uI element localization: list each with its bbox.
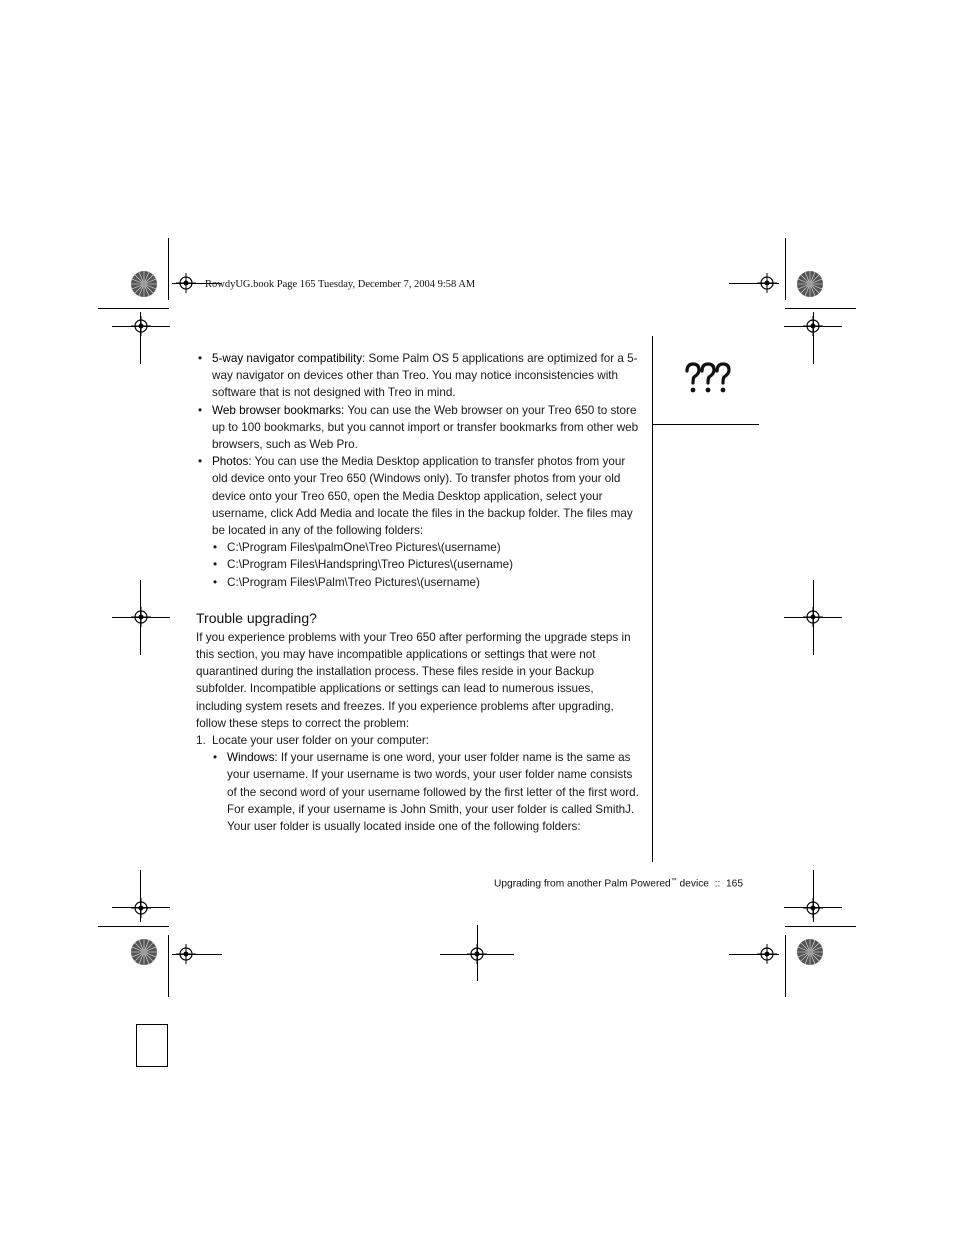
bullet-lead: Photos:: [212, 455, 252, 469]
crop-mark-horizontal: [98, 926, 169, 927]
footer-separator: ::: [714, 878, 721, 890]
question-marks-icon: [684, 362, 732, 396]
folder-path-item: • C:\Program Files\Handspring\Treo Pictures\(username): [196, 556, 640, 573]
crop-mark-horizontal: [98, 308, 169, 309]
bullet-text: Some Palm OS 5 applications are optimized for a 5-way navigator on devices other than Treo. You may notice inconsistencies with software that is not designed with Treo in mind.: [212, 352, 638, 400]
page-body: [196, 350, 640, 835]
chapter-title: Upgrading from another Palm Powered: [494, 878, 671, 890]
bullet-lead: Web browser bookmarks:: [212, 403, 345, 417]
crop-mark-horizontal: [785, 308, 856, 309]
crop-mark-vertical: [168, 935, 169, 997]
starburst-registration-mark: [130, 270, 158, 298]
bullet-lead: 5-way navigator compatibility:: [212, 352, 366, 365]
bullet-text: You can use the Web browser on your Treo 650 to store up to 100 bookmarks, but you cannot import or transfer bookmarks from other web browsers, such as Web Pro.: [212, 403, 639, 452]
crosshair-registration-mark: [467, 944, 487, 964]
sidebar-divider-horizontal: [652, 424, 759, 425]
list-item: [196, 350, 640, 402]
crop-mark-vertical: [785, 935, 786, 997]
crop-mark-horizontal: [785, 926, 856, 927]
list-item: [196, 749, 640, 835]
starburst-registration-mark: [796, 938, 824, 966]
bullet-text: If your username is one word, your user folder name is the same as your username. If your username is two words, your user folder name consists of the second word of your username followed by the first letter of the first word. For example, if your username is John Smith, your user folder is called SmithJ. Your user folder is usually located inside one of the following folders:: [227, 751, 639, 834]
crosshair-registration-mark: [131, 316, 151, 336]
step-text: Locate your user folder on your computer:: [212, 734, 429, 748]
bullet-lead: Windows:: [227, 751, 278, 765]
starburst-registration-mark: [130, 938, 158, 966]
crosshair-registration-mark: [757, 944, 777, 964]
bullet-text: You can use the Media Desktop application to transfer photos from your old device onto your Treo 650 (Windows only). To transfer photos from your old device onto your Treo 650, open the Media Desktop application, select your username, click Add Media and locate the files in the backup folder. The files may be located in any of the following folders:: [212, 455, 633, 538]
folder-path-item: • C:\Program Files\palmOne\Treo Pictures\(username): [196, 539, 640, 556]
section-heading: Trouble upgrading?: [196, 609, 317, 626]
page-number: 165: [725, 878, 743, 890]
book-info-header: RowdyUG.book Page 165 Tuesday, December 7, 2004 9:58 AM: [205, 279, 476, 290]
section-paragraph: If you experience problems with your Treo 650 after performing the upgrade steps in this section, you may have incompatible applications or settings that were not quarantined during the installation process. These files reside in your Backup subfolder. Incompatible applications or settings can lead to numerous issues, including system resets and freezes. If you experience problems after upgrading, follow these steps to correct the problem:: [196, 630, 631, 730]
folder-path-item: • C:\Program Files\Palm\Treo Pictures\(username): [196, 574, 640, 591]
sidebar-divider-vertical: [652, 336, 653, 862]
crosshair-registration-mark: [803, 898, 823, 918]
page-footer: [494, 878, 743, 889]
crosshair-registration-mark: [176, 944, 196, 964]
crosshair-registration-mark: [131, 898, 151, 918]
numbered-step: [196, 732, 640, 749]
crosshair-registration-mark: [176, 273, 196, 293]
crop-mark-vertical: [168, 238, 169, 300]
list-item: [196, 453, 640, 539]
crosshair-registration-mark: [803, 607, 823, 627]
crop-mark-vertical: [785, 238, 786, 300]
list-item: [196, 402, 640, 454]
starburst-registration-mark: [796, 270, 824, 298]
chapter-title-suffix: device: [676, 878, 709, 890]
crosshair-registration-mark: [131, 607, 151, 627]
crosshair-registration-mark: [757, 273, 777, 293]
step-number: 1.: [196, 734, 206, 748]
page-box-mark: [136, 1024, 168, 1067]
trademark-symbol: ™: [670, 878, 677, 884]
crosshair-registration-mark: [803, 316, 823, 336]
